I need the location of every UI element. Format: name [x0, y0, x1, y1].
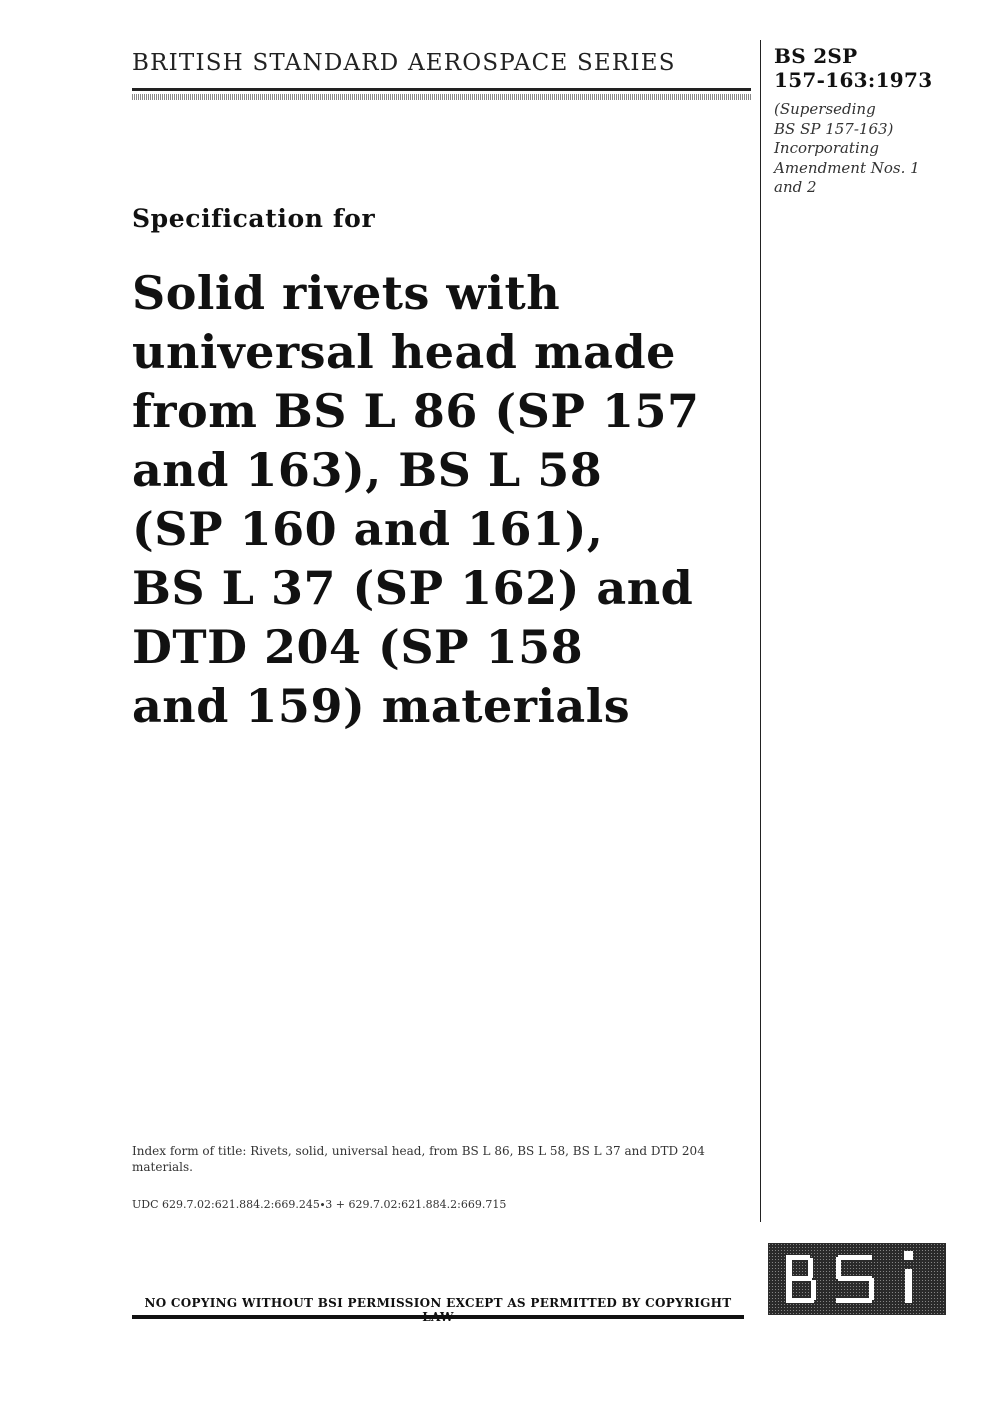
standard-number-line-1: BS 2SP — [774, 44, 858, 68]
title-line: and 163), BS L 58 — [132, 443, 603, 497]
bsi-logo-graphic — [768, 1243, 946, 1315]
title-line: (SP 160 and 161), — [132, 502, 604, 556]
standard-number — [774, 44, 974, 92]
specification-prefix: Specification for — [132, 204, 376, 233]
note-line: and 2 — [774, 178, 817, 196]
bsi-logo — [768, 1243, 946, 1319]
index-form-of-title: Index form of title: Rivets, solid, universal head, from BS L 86, BS L 58, BS L 37 and DTD 204 materials. — [132, 1144, 705, 1174]
note-line: BS SP 157-163) — [774, 119, 894, 138]
note-line: Amendment Nos. 1 — [774, 158, 920, 177]
note-line: Incorporating — [774, 139, 880, 157]
copyright-notice: NO COPYING WITHOUT BSI PERMISSION EXCEPT AS PERMITTED BY COPYRIGHT — [144, 1296, 732, 1310]
title-line: DTD 204 (SP 158 — [132, 620, 584, 674]
document-title — [132, 264, 742, 736]
title-line: and 159) materials — [132, 679, 631, 733]
header-thick-rule — [132, 88, 751, 91]
title-line: from BS L 86 (SP 157 — [132, 384, 700, 438]
header-hatched-rule — [132, 94, 751, 100]
udc-classification: UDC 629.7.02:621.884.2:669.245∙3 + 629.7.02:621.884.2:669.715 — [132, 1198, 507, 1211]
note-line: (Superseding — [774, 100, 876, 118]
series-title: BRITISH STANDARD AEROSPACE SERIES — [132, 50, 676, 76]
sidebar-divider — [760, 40, 761, 1222]
title-line: BS L 37 (SP 162) and — [132, 561, 694, 615]
standard-number-line-2: 157-163:1973 — [774, 68, 933, 92]
title-line: universal head made — [132, 325, 676, 379]
standard-notes — [774, 100, 974, 198]
title-line: Solid rivets with — [132, 266, 561, 320]
bottom-rule — [132, 1315, 744, 1319]
